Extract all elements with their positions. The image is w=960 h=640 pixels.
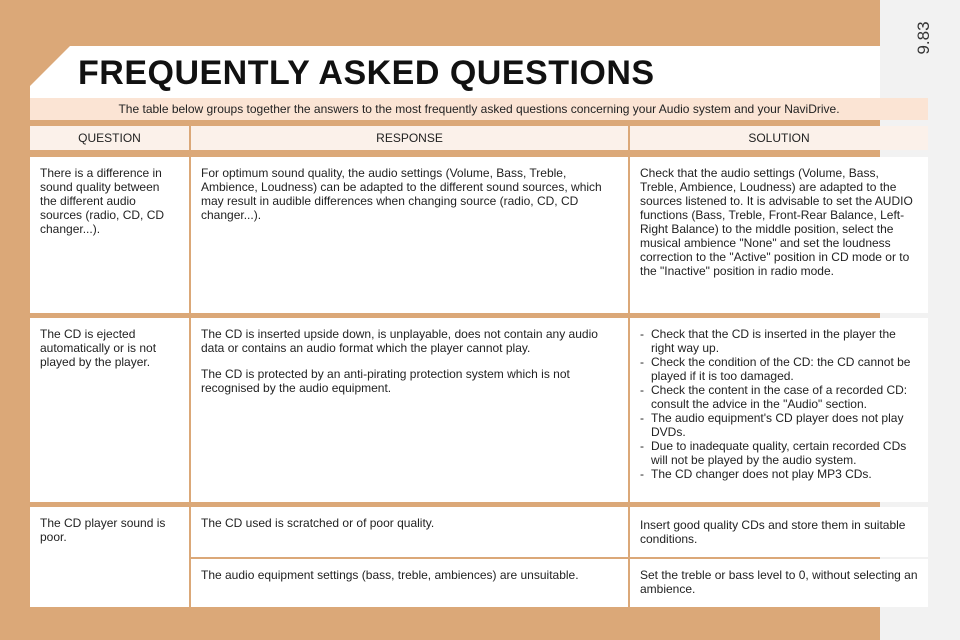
row3a-solution: Insert good quality CDs and store them in suitable conditions. (630, 507, 928, 557)
row2-response (191, 318, 628, 502)
list-item: - Check that the CD is inserted in the player the right way up. (640, 327, 918, 355)
row2-response-text-2: The CD is protected by an anti-pirating protection system which is not recognised by the audio equipment. (201, 367, 570, 395)
row2-solution (630, 318, 928, 502)
page-number: 9.83 (914, 21, 933, 55)
header-response: RESPONSE (191, 126, 628, 150)
list-item: - Check the condition of the CD: the CD cannot be played if it is too damaged. (640, 355, 918, 383)
row2-question: The CD is ejected automatically or is not played by the player. (30, 318, 189, 502)
row2-solution-list (640, 327, 918, 481)
row1-question: There is a difference in sound quality between the different audio sources (radio, CD, CD changer...). (30, 157, 189, 313)
header-question: QUESTION (30, 126, 189, 150)
row1-solution: Check that the audio settings (Volume, Bass, Treble, Ambience, Loudness) are adapted to the sources listened to. It is advisable to set the AUDIO functions (Bass, Treble, Front-Rear Balance, Left-Right Balance) to the middle position, select the musical ambience "None" and set the loudness correction to the "Active" position in CD mode or to the "Inactive" position in radio mode. (630, 157, 928, 313)
row3b-solution: Set the treble or bass level to 0, without selecting an ambience. (630, 559, 928, 607)
row3a-response: The CD used is scratched or of poor quality. (191, 507, 628, 557)
row1-response-text: For optimum sound quality, the audio settings (Volume, Bass, Treble, Ambience, Loudness) can be adapted to the different sound sources, which may result in audible differences when changing source (radio, CD, CD changer...). (201, 166, 602, 222)
header-solution: SOLUTION (630, 126, 928, 150)
list-item: - Check the content in the case of a recorded CD: consult the advice in the "Audio" section. (640, 383, 918, 411)
page-title: FREQUENTLY ASKED QUESTIONS (78, 54, 655, 92)
list-item: - The audio equipment's CD player does not play DVDs. (640, 411, 918, 439)
row2-response-text-1: The CD is inserted upside down, is unplayable, does not contain any audio data or contains an audio format which the player cannot play. (201, 327, 598, 355)
list-item: - The CD changer does not play MP3 CDs. (640, 467, 918, 481)
row1-response (191, 157, 628, 313)
intro-text: The table below groups together the answers to the most frequently asked questions concerning your Audio system and your NaviDrive. (30, 98, 928, 120)
list-item: - Due to inadequate quality, certain recorded CDs will not be played by the audio system. (640, 439, 918, 467)
row3-question: The CD player sound is poor. (30, 507, 189, 607)
row3b-response: The audio equipment settings (bass, treble, ambiences) are unsuitable. (191, 559, 628, 607)
